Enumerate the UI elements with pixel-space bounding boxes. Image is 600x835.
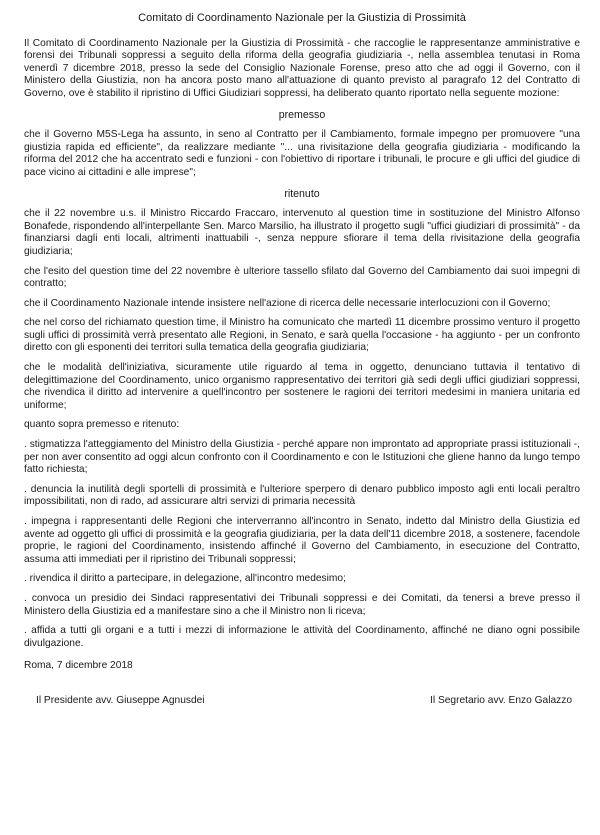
quanto-sopra-line: quanto sopra premesso e ritenuto: (24, 419, 180, 431)
document-title: Comitato di Coordinamento Nazionale per la Giustizia di Prossimità (138, 12, 466, 24)
motion-point-4: . rivendica il diritto a partecipare, in delegazione, all'incontro medesimo; (24, 573, 346, 585)
motion-point-1: . stigmatizza l'atteggiamento del Ministro della Giustizia - perché appare non improntato ad appropriate prassi istituzionali -, per non aver consentito ad oggi alcun confronto con il Coordinamento e con le Istituzioni che gliene hanno da lungo tempo fatto richiesta; (24, 439, 580, 476)
intro-paragraph: Il Comitato di Coordinamento Nazionale per la Giustizia di Prossimità - che raccoglie le rappresentanze amministrative e forensi dei Tribunali soppressi a seguito della riforma della geografia giudiziaria -, nella assemblea tenutasi in Roma venerdì 7 dicembre 2018, presso la sede del Consiglio Nazionale Forense, preso atto che ad oggi il Governo, con il Ministero della Giustizia, non ha ancora posto mano all'attuazione di quanto previsto al paragrafo 12 del Contratto di Governo, ove è stabilito il ripristino di Uffici Giudiziari soppressi, ha deliberato quanto riportato nella seguente mozione: (24, 37, 580, 99)
ritenuto-paragraph-2: che l'esito del question time del 22 novembre è ulteriore tassello sfilato dal Governo del Cambiamento dai suoi impegni di contratto; (24, 265, 580, 290)
signature-block (24, 695, 580, 708)
ritenuto-paragraph-5: che le modalità dell'iniziativa, sicuramente utile riguardo al tema in oggetto, denunciano tuttavia il tentativo di delegittimazione del Coordinamento, unico organismo rappresentativo dei territori già sedi degli uffici giudiziari soppressi, che rivendica il diritto ad intervenire a quell'incontro per sostenere le ragioni dei territori medesimi in maniera unitaria ed uniforme; (24, 362, 580, 411)
signature-president: Il Presidente avv. Giuseppe Agnusdei (36, 694, 205, 706)
ritenuto-paragraph-3: che il Coordinamento Nazionale intende insistere nell'azione di ricerca delle necessarie interlocuzioni con il Governo; (24, 297, 551, 309)
motion-point-2: . denuncia la inutilità degli sportelli di prossimità e l'ulteriore sperpero di denaro pubblico imposto agli enti locali peraltro impossibilitati, non di rado, ad assicurare altri servizi di primaria necessità (24, 483, 580, 508)
place-date: Roma, 7 dicembre 2018 (24, 660, 133, 672)
heading-ritenuto: ritenuto (284, 187, 320, 200)
motion-point-5: . convoca un presidio dei Sindaci rappresentativi dei Tribunali soppressi e dei Comitati, da tenersi a breve presso il Ministero della Giustizia ed a manifestare sino a che il Ministro non li riceva; (24, 592, 580, 617)
heading-premesso: premesso (278, 108, 326, 121)
motion-point-3: . impegna i rappresentanti delle Regioni che interverranno all'incontro in Senato, indetto dal Ministro della Giustizia ed avente ad oggetto gli uffici di prossimità e la geografia giudiziaria, per la data dell'11 dicembre 2018, a sostenere, facendole proprie, le ragioni del Coordinamento, insistendo affinché il Governo del Cambiamento, in esecuzione del Contratto, assuma atti immediati per il ripristino dei Tribunali soppressi; (24, 516, 580, 565)
document-page (24, 12, 580, 708)
ritenuto-paragraph-1: che il 22 novembre u.s. il Ministro Riccardo Fraccaro, intervenuto al question time in sostituzione del Ministro Alfonso Bonafede, rispondendo all'interpellante Sen. Marco Marsilio, ha illustrato il progetto sugli "uffici giudiziari di prossimità" - da finanziarsi dagli enti locali, altrimenti inattuabili -, senza neppure sfiorare il tema della rivisitazione della geografia giudiziaria; (24, 208, 580, 257)
motion-point-6: . affida a tutti gli organi e a tutti i mezzi di informazione le attività del Coordinamento, affinché ne diano ogni possibile divulgazione. (24, 625, 580, 649)
premesso-paragraph: che il Governo M5S-Lega ha assunto, in seno al Contratto per il Cambiamento, formale impegno per promuovere "una giustizia rapida ed efficiente", da realizzare mediante "... una rivisitazione della geografia giudiziaria - modificando la riforma del 2012 che ha accentrato sedi e funzioni - con l'obiettivo di riportare i tribunali, le procure e gli uffici del giudice di pace vicino ai cittadini e alle imprese"; (24, 129, 580, 178)
ritenuto-paragraph-4: che nel corso del richiamato question time, il Ministro ha comunicato che martedì 11 dicembre prossimo venturo il progetto sugli uffici di prossimità verrà presentato alle Regioni, in Senato, e sarà quella l'occasione - ha aggiunto - per un confronto diretto con gli esponenti dei territori sulla tematica della geografia giudiziaria; (24, 317, 580, 354)
signature-secretary: Il Segretario avv. Enzo Galazzo (430, 694, 572, 706)
